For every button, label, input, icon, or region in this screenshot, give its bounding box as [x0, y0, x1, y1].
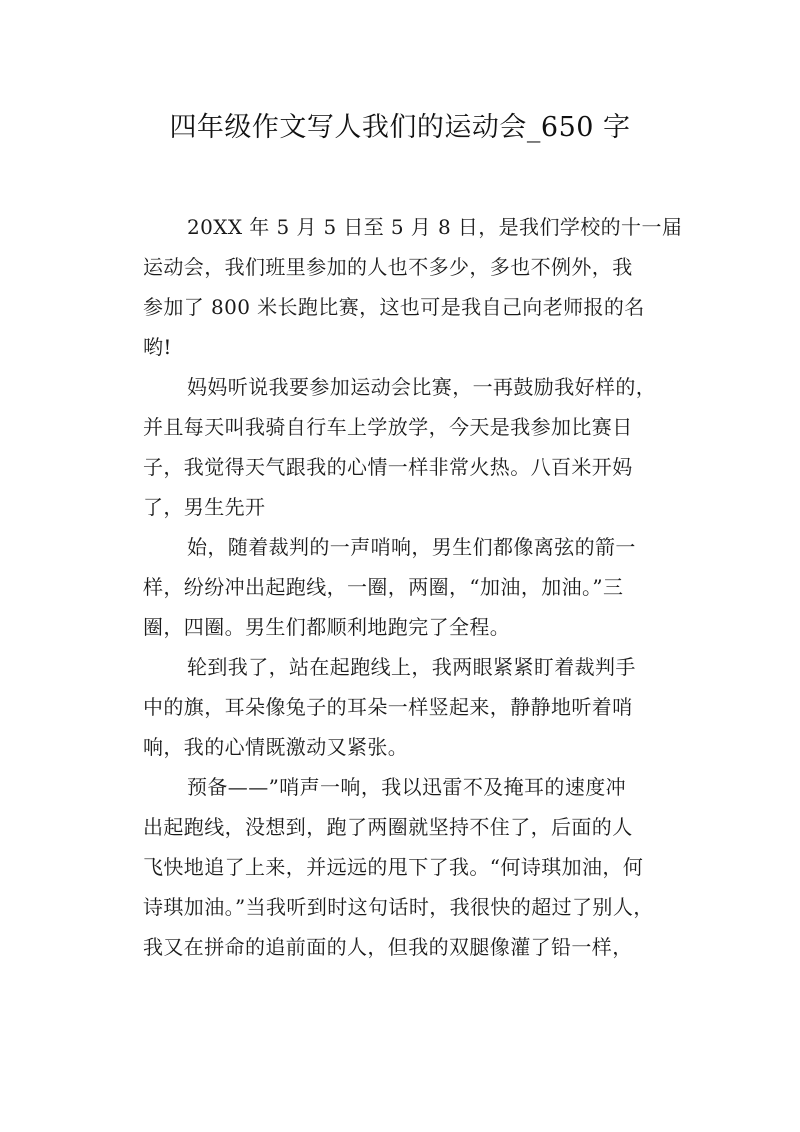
paragraph-line: 我又在拼命的追前面的人，但我的双腿像灌了铅一样， — [143, 935, 633, 959]
paragraph-line: 妈妈听说我要参加运动会比赛，一再鼓励我好样的， — [187, 375, 657, 399]
paragraph-line: 预备——”哨声一响，我以迅雷不及掩耳的速度冲 — [187, 775, 627, 799]
paragraph-line: 轮到我了，站在起跑线上，我两眼紧紧盯着裁判手 — [187, 655, 636, 679]
paragraph-line: 始，随着裁判的一声哨响，男生们都像离弦的箭一 — [187, 535, 636, 559]
paragraph-line: 响，我的心情既激动又紧张。 — [143, 735, 409, 759]
paragraph-line: 样，纷纷冲出起跑线，一圈，两圈，“加油，加油。”三 — [143, 575, 624, 599]
paragraph-line: 哟! — [143, 335, 172, 359]
paragraph-line: 诗琪加油。”当我听到时这句话时，我很快的超过了别人， — [143, 895, 654, 919]
document-body — [143, 207, 683, 967]
paragraph-line: 子，我觉得天气跟我的心情一样非常火热。八百米开妈 — [143, 455, 633, 479]
paragraph-line: 中的旗，耳朵像兔子的耳朵一样竖起来，静静地听着哨 — [143, 695, 633, 719]
paragraph-line: 运动会，我们班里参加的人也不多少，多也不例外，我 — [143, 255, 633, 279]
document-title: 四年级作文写人我们的运动会_650 字 — [169, 112, 631, 143]
paragraph-line: 飞快地追了上来，并远远的甩下了我。“何诗琪加油，何 — [143, 855, 644, 879]
paragraph-line: 圈，四圈。男生们都顺利地跑完了全程。 — [143, 615, 511, 639]
paragraph-line: 出起跑线，没想到，跑了两圈就坚持不住了，后面的人 — [143, 815, 633, 839]
paragraph-line: 20XX 年 5 月 5 日至 5 月 8 日，是我们学校的十一届 — [187, 215, 683, 239]
paragraph-line: 参加了 800 米长跑比赛，这也可是我自己向老师报的名 — [143, 295, 645, 319]
paragraph-line: 了，男生先开 — [143, 495, 266, 519]
paragraph-line: 并且每天叫我骑自行车上学放学，今天是我参加比赛日 — [143, 415, 633, 439]
